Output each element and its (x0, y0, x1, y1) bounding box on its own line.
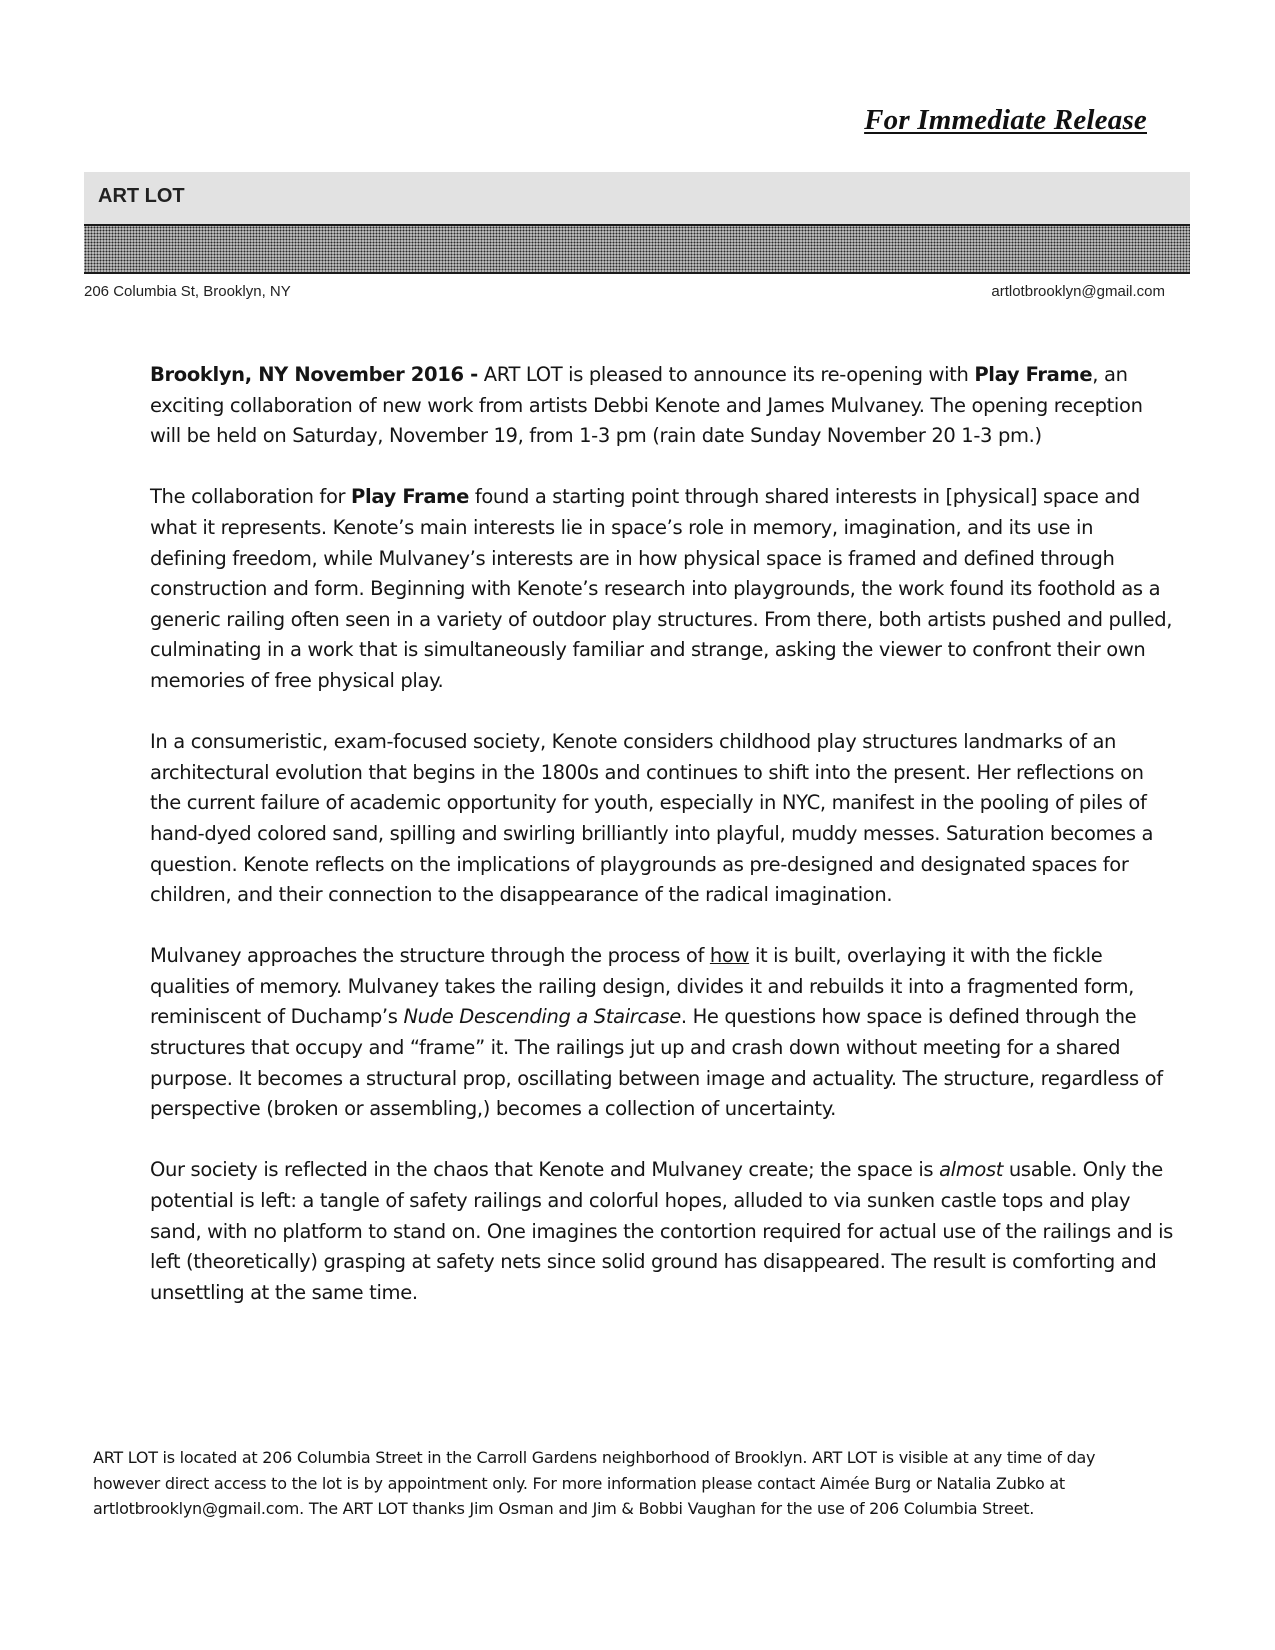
show-title: Play Frame (351, 485, 469, 509)
footer-note: ART LOT is located at 206 Columbia Street in the Carroll Gardens neighborhood of Brooklyn. ART LOT is visible at any time of day however direct access to the lot is by appointment only. For more information please contact Aimée Burg or Natalia Zubko at artlotbrooklyn@gmail.com. The ART LOT thanks Jim Osman and Jim & Bobbi Vaughan for the use of 206 Columbia Street. (93, 1448, 1096, 1518)
text-span: . He questions how space is defined through the structures that occupy and “frame” it. The railings jut up and crash down without meeting for a shared purpose. It becomes a structural prop, oscillating between image and actuality. The structure, regardless of perspective (broken or assembling,) becomes a collection of uncertainty. (150, 1005, 1163, 1121)
text-span: found a starting point through shared interests in [physical] space and what it represents. Kenote’s main interests lie in space’s role in memory, imagination, and its use in defining freedom, while Mulvaney’s interests are in how physical space is framed and defined through construction and form. Beginning with Kenote’s research into playgrounds, the work found its foothold as a generic railing often seen in a variety of outdoor play structures. From there, both artists pushed and pulled, culminating in a work that is simultaneously familiar and strange, asking the viewer to confront their own memories of free physical play. (150, 485, 1173, 692)
paragraph-announcement (150, 360, 1175, 452)
text-span: The collaboration for (150, 485, 352, 509)
text-span: it is built, overlaying it with the fickle qualities of memory. Mulvaney takes the railing design, divides it and rebuilds it into a fragmented form, reminiscent of Duchamp’s (150, 944, 1135, 1029)
letterhead-email: artlotbrooklyn@gmail.com (991, 283, 1165, 300)
release-label: For Immediate Release (864, 104, 1147, 136)
paragraph-mulvaney (150, 941, 1175, 1125)
italic-word: almost (939, 1158, 1004, 1182)
text-span: usable. Only the potential is left: a tangle of safety railings and colorful hopes, alluded to via sunken castle tops and play sand, with no platform to stand on. One imagines the contortion required for actual use of the railings and is left (theoretically) grasping at safety nets since solid ground has disappeared. The result is comforting and unsettling at the same time. (150, 1158, 1173, 1304)
text-span: Mulvaney approaches the structure through the process of (150, 944, 710, 968)
underlined-word: how (709, 944, 750, 968)
letterhead-banner (84, 172, 1190, 224)
letterhead-address: 206 Columbia St, Brooklyn, NY (84, 283, 291, 300)
paragraph-conclusion (150, 1155, 1175, 1308)
text-span: Our society is reflected in the chaos that Kenote and Mulvaney create; the space is (150, 1158, 940, 1182)
text-span: ART LOT is pleased to announce its re-opening with (477, 363, 975, 386)
show-title: Play Frame (974, 363, 1093, 386)
paragraph-collaboration (150, 482, 1175, 696)
artwork-title: Nude Descending a Staircase (403, 1005, 681, 1029)
press-release-body (150, 360, 1175, 1339)
text-span: , an exciting collaboration of new work from artists Debbi Kenote and James Mulvaney. The opening reception will be held on Saturday, November 19, from 1-3 pm (rain date Sunday November 20 1-3 pm.) (150, 363, 1143, 448)
org-name: ART LOT (98, 185, 185, 207)
dateline: Brooklyn, NY November 2016 - (150, 363, 478, 386)
halftone-bar (84, 224, 1190, 274)
paragraph-kenote: In a consumeristic, exam-focused society, Kenote considers childhood play structures landmarks of an architectural evolution that begins in the 1800s and continues to shift into the present. Her reflections on the current failure of academic opportunity for youth, especially in NYC, manifest in the pooling of piles of hand-dyed colored sand, spilling and swirling brilliantly into playful, muddy messes. Saturation becomes a question. Kenote reflects on the implications of playgrounds as pre-designed and designated spaces for children, and their connection to the disappearance of the radical imagination. (150, 730, 1154, 907)
